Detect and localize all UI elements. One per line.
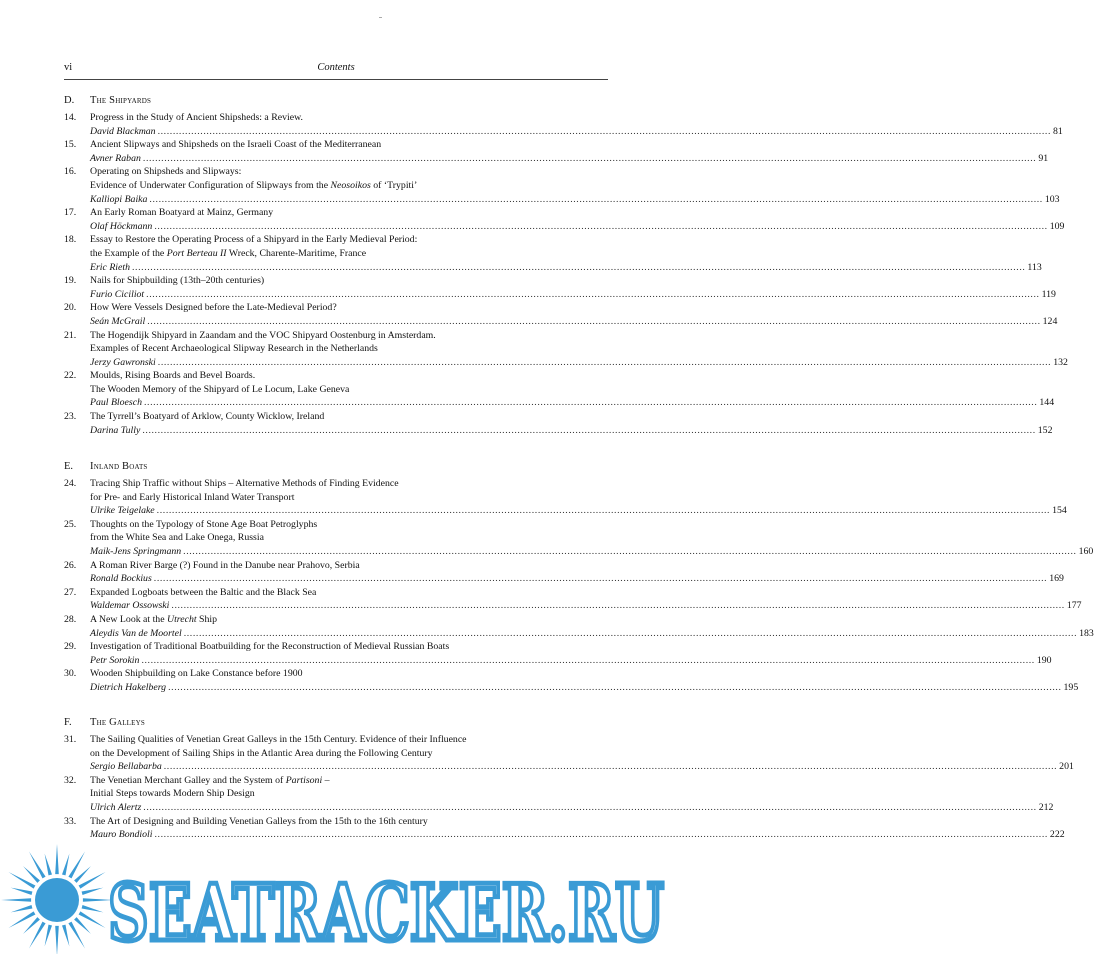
toc-entry-16[interactable] [64, 165, 1060, 206]
section-heading [64, 92, 608, 110]
page-number: vi [64, 62, 73, 73]
toc-entry-21[interactable] [64, 329, 1068, 370]
entry-title-line-2: the Example of the Port Berteau II Wreck, Charente-Maritime, France [90, 247, 367, 259]
entry-number: 16. [64, 166, 77, 178]
leader-dots [183, 545, 1076, 559]
entry-title: Operating on Shipsheds and Slipways: [90, 166, 242, 178]
sun-ray [23, 866, 40, 883]
entry-title: Investigation of Traditional Boatbuilding for the Reconstruction of Medieval Russian Boats [90, 641, 450, 653]
entry-number: 26. [64, 559, 77, 571]
header-rule [64, 79, 608, 80]
toc-entry-15[interactable] [64, 138, 1049, 165]
toc-entry-20[interactable] [64, 301, 1058, 328]
entry-author: Eric Rieth [90, 261, 130, 273]
entry-author: Darina Tully [90, 424, 141, 436]
sun-logo-icon [1, 844, 113, 954]
entry-author: Aleydis Van de Moortel [90, 627, 182, 639]
entry-title-line-2: on the Development of Sailing Ships in the Atlantic Area during the Following Century [90, 747, 433, 759]
leader-dots [171, 599, 1064, 613]
leader-dots [143, 152, 1036, 166]
entry-title-line-2: Initial Steps towards Modern Ship Design [90, 788, 255, 800]
sun-ray [23, 917, 40, 934]
entry-author: Sergio Bellabarba [90, 761, 162, 773]
toc-entry-33[interactable] [64, 815, 1065, 842]
leader-dots [168, 681, 1061, 695]
entry-title: A New Look at the Utrecht Ship [90, 613, 217, 625]
entry-number: 31. [64, 734, 77, 745]
toc-entry-32[interactable] [64, 774, 1054, 815]
entry-number: 22. [64, 370, 77, 382]
sun-ray [55, 926, 59, 954]
toc-entry-24[interactable] [64, 477, 1067, 518]
sun-ray [62, 854, 69, 876]
entry-page: 152 [1037, 424, 1053, 436]
entry-author: Petr Sorokin [90, 654, 140, 666]
sun-ray [74, 917, 91, 934]
leader-dots [142, 424, 1035, 438]
entry-author: Jerzy Gawronski [90, 356, 156, 368]
running-title: Contents [317, 62, 355, 73]
sun-ray [82, 905, 104, 912]
entry-page: 195 [1063, 681, 1079, 693]
leader-dots [184, 627, 1077, 641]
entry-number: 33. [64, 815, 77, 827]
sun-ray [82, 888, 104, 895]
entry-title: The Hogendijk Shipyard in Zaandam and the VOC Shipyard Oostenburg in Amsterdam. [90, 329, 436, 341]
leader-dots [147, 315, 1040, 329]
entry-page: 103 [1044, 193, 1060, 205]
entry-number: 27. [64, 586, 77, 598]
entry-number: 20. [64, 302, 77, 314]
entry-page: 132 [1053, 356, 1068, 368]
entry-number: 17. [64, 207, 77, 219]
sun-ray [62, 925, 69, 947]
toc-entry-19[interactable] [64, 274, 1056, 301]
entry-number: 32. [64, 774, 77, 786]
toc-entry-28[interactable] [64, 613, 1094, 640]
entry-title: Wooden Shipbuilding on Lake Constance before 1900 [90, 668, 303, 680]
entry-author: Ronald Bockius [90, 573, 152, 585]
entry-page: 81 [1053, 125, 1063, 137]
section-letter: F. [64, 717, 72, 728]
entry-author: Ulrike Teigelake [90, 505, 155, 517]
sun-ray [45, 854, 52, 876]
entry-author: David Blackman [90, 125, 156, 137]
entry-page: 169 [1049, 573, 1064, 585]
entry-page: 201 [1059, 761, 1074, 773]
entry-author: Seán McGrail [90, 315, 146, 327]
entry-page: 124 [1042, 315, 1058, 327]
section-title: The Galleys [90, 717, 145, 728]
entry-author: Waldemar Ossowski [90, 600, 170, 612]
leader-dots [164, 760, 1057, 774]
toc-entry-27[interactable] [64, 586, 1082, 613]
entry-title: The Art of Designing and Building Venetian Galleys from the 15th to the 16th century [90, 815, 428, 827]
sun-ray [45, 925, 52, 947]
entry-title: A Roman River Barge (?) Found in the Danube near Prahovo, Serbia [90, 559, 360, 571]
entry-author: Mauro Bondioli [90, 829, 153, 841]
leader-dots [154, 220, 1047, 234]
entry-page: 144 [1039, 397, 1055, 409]
entry-title-line-2: Evidence of Underwater Configuration of Slipways from the Neosoikos of ‘Trypiti’ [90, 179, 418, 191]
sun-ray [11, 888, 33, 895]
entry-number: 14. [64, 112, 77, 123]
entry-title: How Were Vessels Designed before the Late-Medieval Period? [90, 302, 337, 314]
entry-page: 113 [1027, 261, 1042, 273]
section-title: The Shipyards [90, 95, 152, 106]
toc-entry-22[interactable] [64, 369, 1055, 410]
sun-ray [1, 898, 31, 902]
entry-number: 30. [64, 668, 77, 680]
toc-entry-29[interactable] [64, 640, 1052, 667]
entry-title: The Sailing Qualities of Venetian Great Galleys in the 15th Century. Evidence of their Influence [90, 734, 467, 745]
section-heading [64, 714, 608, 732]
toc-entry-23[interactable] [64, 410, 1053, 437]
leader-dots [155, 828, 1048, 842]
entry-author: Paul Bloesch [90, 397, 142, 409]
entry-number: 15. [64, 139, 77, 151]
entry-page: 160 [1078, 545, 1094, 557]
entry-author: Dietrich Hakelberg [90, 681, 167, 693]
entry-title-line-2: Examples of Recent Archaeological Slipway Research in the Netherlands [90, 343, 378, 355]
entry-number: 19. [64, 275, 77, 287]
entry-title-line-2: from the White Sea and Lake Onega, Russia [90, 532, 264, 544]
entry-title: The Tyrrell’s Boatyard of Arklow, County Wicklow, Ireland [90, 411, 325, 423]
entry-page: 212 [1038, 801, 1054, 813]
entry-title: Moulds, Rising Boards and Bevel Boards. [90, 370, 256, 382]
leader-dots [141, 654, 1034, 668]
entry-title: Expanded Logboats between the Baltic and the Black Sea [90, 586, 317, 598]
section-galleys [64, 714, 1074, 842]
toc-entry-25[interactable] [64, 518, 1094, 559]
entry-title-line-2: The Wooden Memory of the Shipyard of Le Locum, Lake Geneva [90, 383, 350, 395]
entry-title: Tracing Ship Traffic without Ships – Alternative Methods of Finding Evidence [90, 478, 399, 489]
leader-dots [157, 504, 1050, 518]
leader-dots [132, 261, 1025, 275]
entry-number: 25. [64, 518, 77, 530]
entry-title: Progress in the Study of Ancient Shipsheds: a Review. [90, 112, 303, 123]
entry-title: Essay to Restore the Operating Process of a Shipyard in the Early Medieval Period: [90, 234, 418, 246]
leader-dots [149, 193, 1042, 207]
entry-author: Avner Raban [90, 152, 141, 164]
entry-author: Kalliopi Baika [90, 193, 148, 205]
seatracker-watermark [0, 854, 672, 954]
entry-page: 109 [1049, 220, 1065, 232]
entry-title: An Early Roman Boatyard at Mainz, Germany [90, 207, 274, 219]
sun-ray [11, 905, 33, 912]
leader-dots [158, 125, 1051, 139]
entry-page: 190 [1036, 654, 1052, 666]
toc-entry-30[interactable] [64, 667, 1079, 694]
leader-dots [146, 288, 1039, 302]
entry-title: Ancient Slipways and Shipsheds on the Israeli Coast of the Mediterranean [90, 139, 382, 151]
entry-title-line-2: for Pre- and Early Historical Inland Water Transport [90, 491, 295, 503]
entry-title: Thoughts on the Typology of Stone Age Boat Petroglyphs [90, 518, 318, 530]
leader-dots [154, 572, 1047, 586]
toc-entry-17[interactable] [64, 206, 1065, 233]
entry-number: 28. [64, 613, 77, 625]
watermark-text: SEATRACKER.RU [108, 868, 664, 954]
entry-page: 154 [1052, 505, 1067, 517]
toc-entry-18[interactable] [64, 233, 1042, 274]
entry-number: 21. [64, 329, 77, 341]
section-title: Inland Boats [90, 461, 148, 472]
entry-author: Maik-Jens Springmann [90, 545, 182, 557]
toc-entry-31[interactable] [64, 733, 1074, 774]
entry-title: The Venetian Merchant Galley and the System of Partisoni – [90, 774, 330, 786]
entry-page: 222 [1049, 829, 1065, 841]
entry-number: 24. [64, 478, 77, 489]
toc-entry-14[interactable] [64, 111, 1063, 138]
page-header [64, 62, 608, 76]
entry-page: 119 [1041, 288, 1056, 300]
entry-number: 18. [64, 234, 77, 246]
sun-ray [74, 866, 91, 883]
scan-speck [379, 17, 382, 18]
sun-ray [55, 844, 59, 874]
entry-number: 23. [64, 411, 77, 423]
entry-author: Olaf Höckmann [90, 220, 153, 232]
entry-author: Furio Ciciliot [90, 288, 145, 300]
leader-dots [144, 396, 1037, 410]
leader-dots [143, 801, 1036, 815]
section-letter: E. [64, 461, 74, 472]
entry-page: 91 [1038, 152, 1049, 164]
section-letter: D. [64, 95, 75, 106]
entry-author: Ulrich Alertz [90, 801, 142, 813]
section-shipyards [64, 92, 1068, 437]
toc-entry-26[interactable] [64, 559, 1064, 586]
entry-page: 183 [1079, 627, 1094, 639]
leader-dots [158, 356, 1051, 370]
section-heading [64, 458, 608, 476]
entry-number: 29. [64, 641, 77, 653]
entry-title: Nails for Shipbuilding (13th–20th centuries) [90, 275, 265, 287]
entry-page: 177 [1066, 600, 1082, 612]
section-inland-boats [64, 458, 1094, 695]
